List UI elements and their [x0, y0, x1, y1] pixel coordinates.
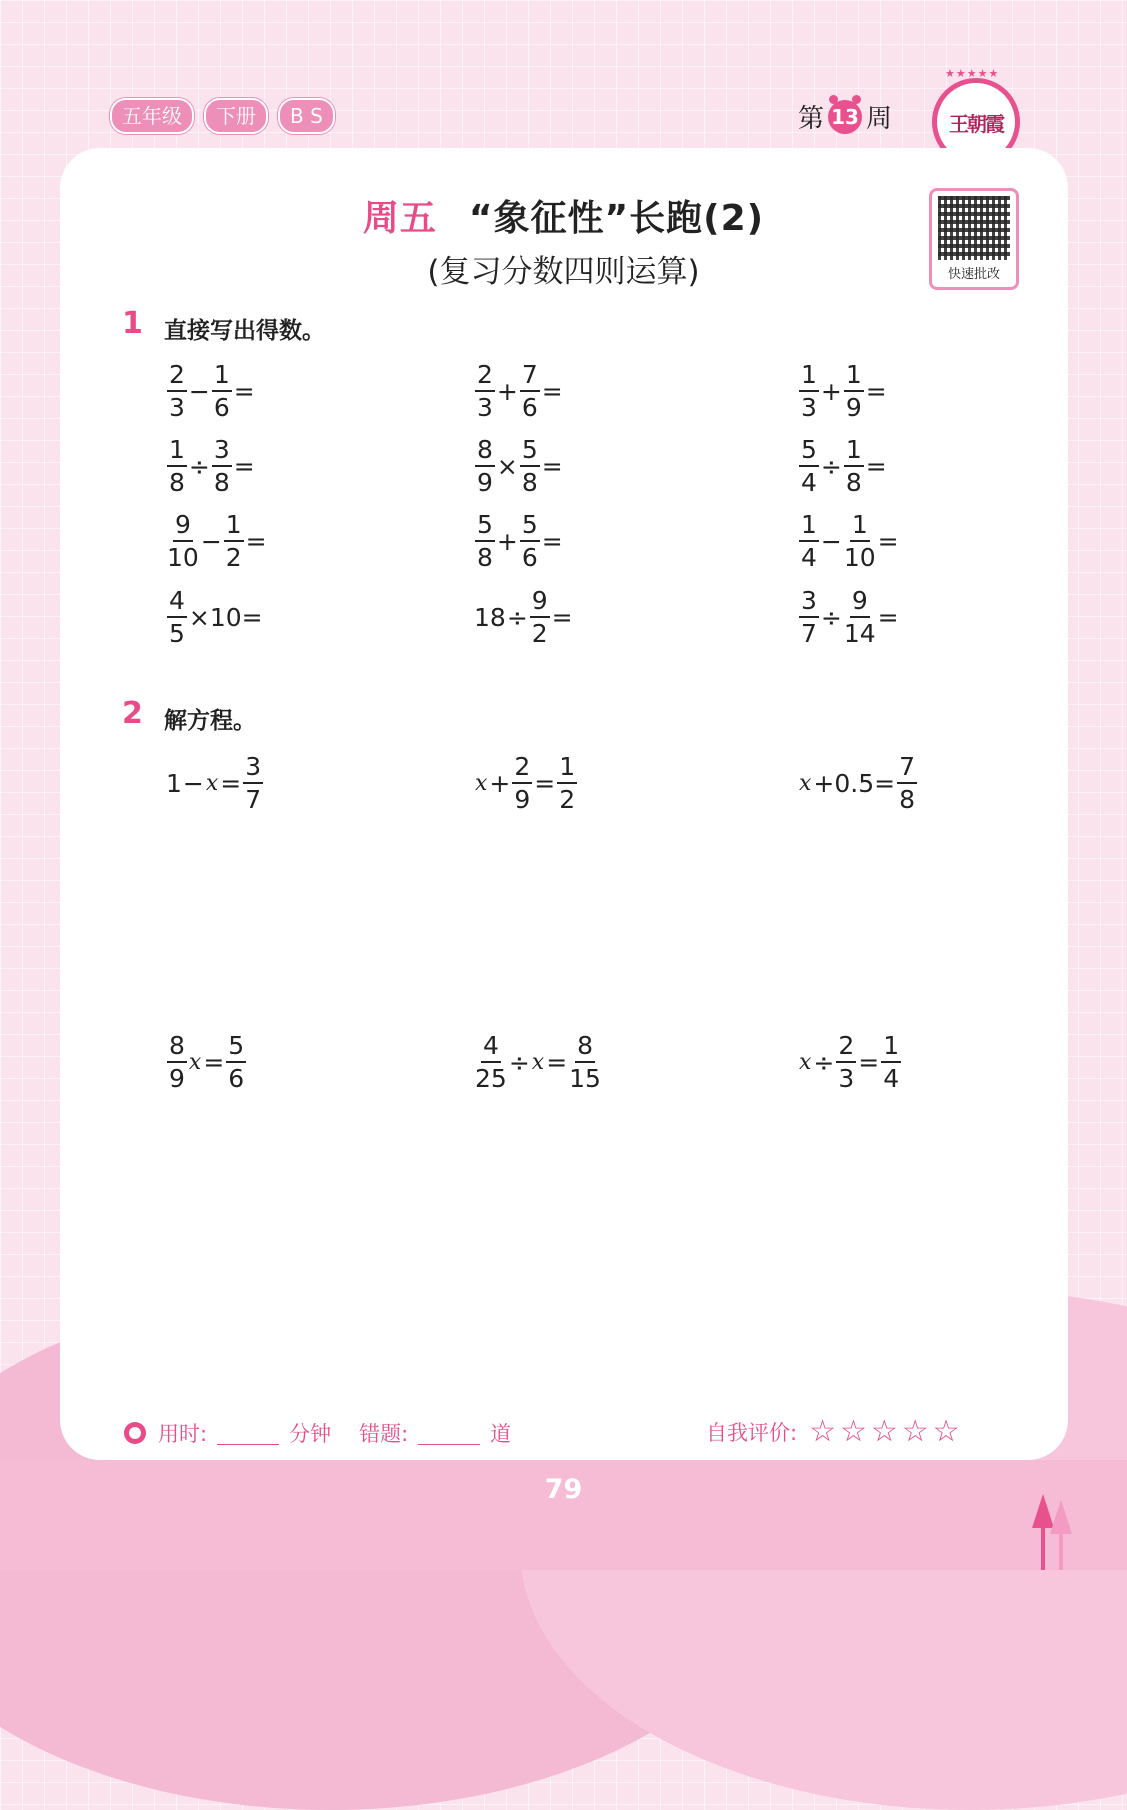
operator: =	[551, 602, 573, 632]
operator: ÷	[813, 1047, 835, 1077]
operator: −	[200, 526, 222, 556]
operator: −	[182, 768, 204, 798]
rating-stars[interactable]: ☆☆☆☆☆	[809, 1414, 964, 1449]
section-1-problem	[166, 435, 256, 497]
operator: −	[820, 526, 842, 556]
section-2-problem	[166, 752, 264, 814]
section-1-title: 直接写出得数。	[164, 318, 325, 344]
operator: ÷	[188, 451, 210, 481]
numerator: 3	[212, 437, 232, 467]
number: 18	[474, 602, 506, 632]
fraction	[475, 437, 495, 495]
qr-code-icon	[938, 196, 1010, 260]
section-1-problem	[166, 510, 268, 572]
fraction	[520, 437, 540, 495]
numerator: 8	[167, 1033, 187, 1063]
title-main: “象征性”长跑(2)	[468, 198, 765, 239]
section-1-problem	[798, 586, 900, 648]
operator: +	[496, 376, 518, 406]
operator: =	[877, 526, 899, 556]
page-number: 79	[544, 1474, 583, 1505]
fraction	[512, 754, 532, 812]
fraction	[243, 754, 263, 812]
section-1-problem	[474, 586, 574, 648]
grade-tags	[110, 98, 335, 134]
operator: =	[858, 1047, 880, 1077]
denominator: 15	[569, 1064, 601, 1093]
numerator: 1	[224, 512, 244, 542]
variable: x	[188, 1049, 202, 1075]
fraction	[167, 1033, 187, 1091]
fraction	[844, 437, 864, 495]
section-1-problem	[798, 510, 900, 572]
denominator: 4	[883, 1064, 900, 1093]
numerator: 2	[475, 362, 495, 392]
operator: =	[877, 602, 899, 632]
denominator: 8	[169, 468, 185, 497]
operator: =	[541, 451, 563, 481]
fraction	[212, 437, 232, 495]
fraction	[844, 512, 876, 570]
operator: +	[820, 376, 842, 406]
page-subtitle: (复习分数四则运算)	[427, 254, 700, 290]
numerator: 7	[897, 754, 917, 784]
numerator: 4	[167, 588, 187, 618]
operator: =	[865, 451, 887, 481]
denominator: 6	[521, 543, 538, 572]
numerator: 1	[167, 437, 187, 467]
operator: =	[534, 768, 556, 798]
edition-tag: B S	[278, 98, 335, 134]
operator: =	[546, 1047, 568, 1077]
section-2-problem	[166, 1031, 247, 1093]
volume-tag: 下册	[204, 98, 268, 134]
fraction	[530, 588, 550, 646]
operator: ÷	[508, 1047, 530, 1077]
time-unit: 分钟	[289, 1422, 332, 1446]
denominator: 8	[845, 468, 862, 497]
numerator: 1	[881, 1033, 901, 1063]
fraction	[167, 512, 199, 570]
arrow-up-icon-2	[1050, 1500, 1072, 1534]
fraction	[799, 362, 819, 420]
numerator: 1	[844, 362, 864, 392]
numerator: 1	[799, 512, 819, 542]
fraction	[226, 1033, 246, 1091]
fraction	[167, 362, 187, 420]
fraction	[167, 588, 187, 646]
fraction	[475, 1033, 507, 1091]
section-2-problem	[474, 752, 578, 814]
denominator: 7	[801, 619, 817, 648]
numerator: 5	[226, 1033, 246, 1063]
operator: +0.5=	[813, 768, 896, 798]
section-1-problem	[474, 510, 564, 572]
numerator: 1	[557, 754, 577, 784]
denominator: 9	[845, 393, 862, 422]
fraction	[844, 588, 876, 646]
denominator: 3	[801, 393, 817, 422]
section-1-problem	[166, 360, 256, 422]
week-number-badge: 13	[828, 100, 862, 134]
numerator: 2	[836, 1033, 856, 1063]
fraction	[557, 754, 577, 812]
numerator: 3	[243, 754, 263, 784]
denominator: 6	[213, 393, 230, 422]
fraction	[897, 754, 917, 812]
denominator: 3	[838, 1064, 855, 1093]
operator: =	[541, 376, 563, 406]
footer-time	[124, 1418, 511, 1448]
denominator: 2	[559, 785, 576, 814]
variable: x	[799, 1049, 812, 1075]
variable: x	[475, 770, 488, 796]
numerator: 1	[212, 362, 232, 392]
numerator: 7	[520, 362, 540, 392]
operator: =	[233, 376, 255, 406]
section-1-problem	[798, 360, 888, 422]
numerator: 9	[530, 588, 550, 618]
fraction	[569, 1033, 601, 1091]
numerator: 3	[799, 588, 819, 618]
fraction	[224, 512, 244, 570]
arrow-stem	[1041, 1526, 1045, 1570]
numerator: 2	[512, 754, 532, 784]
operator: =	[220, 768, 242, 798]
numerator: 5	[799, 437, 819, 467]
operator: =	[203, 1047, 225, 1077]
operator: =	[541, 526, 563, 556]
denominator: 9	[477, 468, 493, 497]
fraction	[799, 437, 819, 495]
section-2-problem	[798, 1031, 902, 1093]
fraction	[475, 362, 495, 420]
operator: +	[496, 526, 518, 556]
footer-self-eval	[706, 1414, 964, 1449]
fraction	[520, 512, 540, 570]
fraction	[167, 437, 187, 495]
denominator: 8	[477, 543, 493, 572]
denominator: 4	[801, 468, 817, 497]
time-blank[interactable]	[217, 1422, 279, 1445]
operator: ÷	[820, 602, 842, 632]
stopwatch-icon	[124, 1422, 146, 1444]
fraction	[475, 512, 495, 570]
denominator: 8	[521, 468, 538, 497]
denominator: 2	[225, 543, 242, 572]
denominator: 5	[169, 619, 185, 648]
operator: ÷	[820, 451, 842, 481]
section-1-problem	[166, 586, 264, 648]
operator: ÷	[506, 602, 528, 632]
fraction	[844, 362, 864, 420]
denominator: 6	[521, 393, 538, 422]
operator: =	[245, 526, 267, 556]
denominator: 4	[801, 543, 817, 572]
operator: =	[233, 451, 255, 481]
numerator: 2	[167, 362, 187, 392]
operator: −	[188, 376, 210, 406]
logo-text: 王朝霞	[949, 111, 1003, 136]
section-2-problem	[798, 752, 918, 814]
number: 1	[166, 768, 182, 798]
errors-blank[interactable]	[418, 1422, 480, 1445]
numerator: 9	[850, 588, 870, 618]
numerator: 8	[475, 437, 495, 467]
fraction	[212, 362, 232, 420]
section-1-problem	[474, 435, 564, 497]
numerator: 8	[575, 1033, 595, 1063]
denominator: 10	[167, 543, 199, 572]
fraction	[836, 1033, 856, 1091]
section-2-problem	[474, 1031, 602, 1093]
fraction	[799, 588, 819, 646]
denominator: 14	[843, 619, 876, 648]
numerator: 9	[173, 512, 193, 542]
operator: ×10=	[188, 602, 263, 632]
denominator: 9	[514, 785, 531, 814]
section-2-title: 解方程。	[164, 708, 256, 734]
fraction	[520, 362, 540, 420]
section-1-problem	[798, 435, 888, 497]
numerator: 1	[850, 512, 870, 542]
title-day: 周五	[362, 198, 437, 239]
operator: +	[489, 768, 511, 798]
denominator: 7	[245, 785, 262, 814]
fraction	[881, 1033, 901, 1091]
grade-tag: 五年级	[110, 98, 194, 134]
operator: =	[865, 376, 887, 406]
variable: x	[205, 770, 219, 796]
numerator: 5	[475, 512, 495, 542]
variable: x	[531, 1049, 545, 1075]
denominator: 6	[228, 1064, 245, 1093]
errors-unit: 道	[490, 1422, 512, 1446]
denominator: 3	[169, 393, 185, 422]
arrow-stem-2	[1059, 1532, 1063, 1570]
denominator: 9	[169, 1064, 185, 1093]
numerator: 1	[799, 362, 819, 392]
variable: x	[799, 770, 812, 796]
denominator: 8	[899, 785, 915, 814]
section-2-number: 2	[122, 696, 143, 731]
self-eval-label: 自我评价:	[706, 1420, 798, 1445]
numerator: 5	[520, 512, 540, 542]
denominator: 3	[477, 393, 493, 422]
fraction	[799, 512, 819, 570]
numerator: 5	[520, 437, 540, 467]
denominator: 25	[475, 1064, 507, 1093]
operator: ×	[496, 451, 518, 481]
section-1-problem	[474, 360, 564, 422]
week-suffix: 周	[866, 104, 893, 134]
numerator: 1	[844, 437, 864, 467]
denominator: 10	[843, 543, 876, 572]
time-label: 用时:	[158, 1422, 208, 1446]
qr-label: 快速批改	[947, 267, 1000, 282]
section-1-number: 1	[122, 306, 143, 341]
denominator: 8	[213, 468, 230, 497]
week-indicator	[798, 98, 892, 135]
qr-code-box[interactable]	[929, 188, 1019, 290]
week-prefix: 第	[798, 104, 825, 134]
errors-label: 错题:	[359, 1422, 409, 1446]
numerator: 4	[481, 1033, 501, 1063]
logo-stars-icon: ★★★★★	[945, 67, 1000, 80]
denominator: 2	[531, 619, 548, 648]
